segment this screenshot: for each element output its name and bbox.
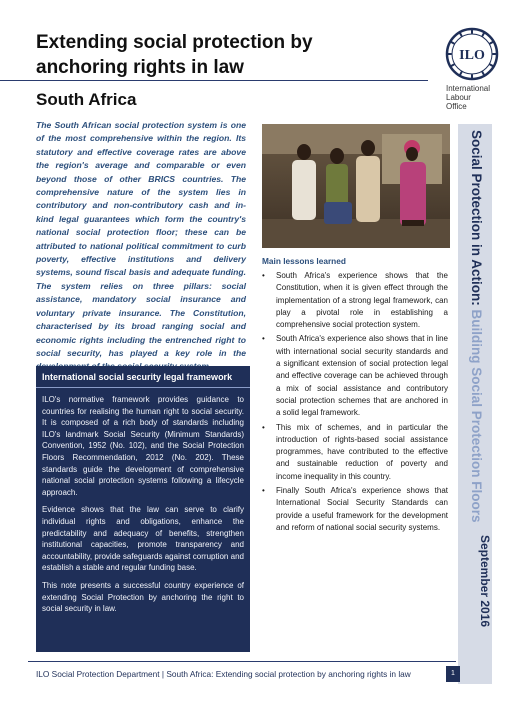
- framework-box-divider: [36, 387, 250, 388]
- framework-paragraph: Evidence shows that the law can serve to clarify individual rights and obligations, enhance the predictability and adequacy of benefits, strengthen institutional capacities, promote transparency and accountability, provide safeguards against corruption and establish a stable and regular funding base.: [42, 505, 244, 573]
- series-title-primary: Social Protection in Action:: [469, 130, 484, 306]
- framework-paragraph: This note presents a successful country experience of extending Social Protection by anchoring the right to social security in law.: [42, 580, 244, 614]
- document-title: Extending social protection by anchoring rights in law: [36, 32, 313, 78]
- intro-paragraph: The South African social protection system is one of the most comprehensive within the region. Its statutory and effective coverage rates are above the region's average and comparable or even beyond those of other BRICS countries. The comprehensive nature of the system lies in contributory and non-contributory cash and in-kind legal guarantees which form the country's national social protection floor; these can be attributed to national political commitment to curb poverty, effective institutions and delivery systems, sound fiscal basis and adequate funding. The system relies on three pillars: social assistance, mandatory social insurance and voluntary private insurance. The Constitution, characterised by its broad ranging social and economic rights including the entrenched right to social security, has played a key role in the: [36, 120, 246, 358]
- lessons-list: [262, 270, 448, 536]
- publication-date: September 2016: [478, 535, 492, 628]
- list-item: • Finally South Africa's experience shows that International Social Security Standards can provide a useful framework for the development and reform of national social security systems.: [262, 485, 448, 534]
- organization-name: International Labour Office: [446, 84, 491, 111]
- svg-text:ILO: ILO: [459, 48, 485, 63]
- ilo-emblem-icon: [440, 26, 504, 82]
- lessons-heading: Main lessons learned: [262, 256, 346, 266]
- list-item: • South Africa's experience shows that the Constitution, when it is given effect through the implementation of a strong legal framework, can play a pivotal role in establishing a comprehensive social protection system.: [262, 270, 448, 331]
- series-title-secondary: Building Social Protection Floors: [469, 305, 484, 523]
- framework-box: [36, 366, 250, 652]
- footer-divider: [28, 661, 456, 662]
- title-divider: [0, 80, 428, 81]
- list-item: • This mix of schemes, and in particular the introduction of rights-based social assistance programmes, have contributed to the effective and sustainable reduction of poverty and income inequality in this country.: [262, 422, 448, 483]
- framework-paragraph: ILO's normative framework provides guidance to countries for realising the human right to social security. It is composed of a rich body of standards including ILO's landmark Social Security (Minimum Standards) Convention, 1952 (No. 102), and the Social Protection Floors Recommendation, 2012 (No. 202). These standards guide the development of comprehensive national social protection systems following a lifecycle approach.: [42, 395, 244, 497]
- page-number: 1: [446, 666, 460, 682]
- framework-box-title: International social security legal framework: [42, 372, 233, 382]
- list-item: • South Africa's experience also shows that in line with international social security standards and a significant extension of social protection legal and effective coverage can be achieved through a mix of social assistance and contributory social protection schemes that are anchored in a solid legal framework.: [262, 333, 448, 419]
- family-photo: [262, 124, 450, 248]
- country-heading: South Africa: [36, 90, 137, 109]
- footer-text: ILO Social Protection Department | South Africa: Extending social protection by anchoring rights in law: [36, 669, 411, 679]
